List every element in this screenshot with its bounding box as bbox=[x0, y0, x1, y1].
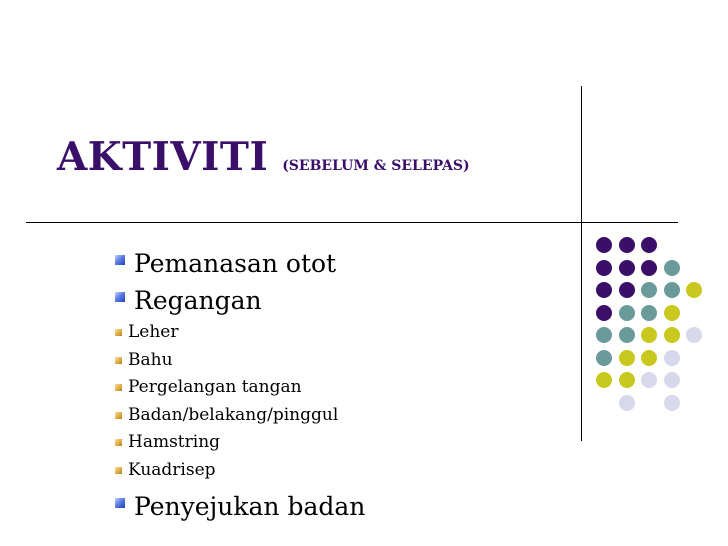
decorative-dot bbox=[664, 327, 680, 343]
sub-bullet-text: Kuadrisep bbox=[128, 459, 216, 480]
sub-bullet-item-badan-belakang-pinggul bbox=[114, 402, 365, 430]
bullet-text: Pemanasan otot bbox=[134, 249, 337, 278]
decorative-dot bbox=[596, 305, 612, 321]
decorative-dot bbox=[619, 327, 635, 343]
sub-bullet-item-leher bbox=[114, 319, 365, 347]
vertical-divider bbox=[581, 86, 582, 441]
decorative-dot bbox=[664, 395, 680, 411]
blue-square-bullet-icon bbox=[115, 498, 125, 508]
sub-bullet-item-pergelangan-tangan bbox=[114, 374, 365, 402]
decorative-dot bbox=[619, 237, 635, 253]
decorative-dot bbox=[641, 305, 657, 321]
decorative-dot bbox=[664, 372, 680, 388]
decorative-dot bbox=[641, 350, 657, 366]
slide-title bbox=[57, 134, 470, 180]
decorative-dot bbox=[619, 395, 635, 411]
sub-bullet-text: Badan/belakang/pinggul bbox=[128, 404, 339, 425]
blue-square-bullet-icon bbox=[115, 292, 125, 302]
decorative-dot bbox=[686, 327, 702, 343]
decorative-dot bbox=[619, 372, 635, 388]
sub-bullet-text: Bahu bbox=[128, 349, 173, 370]
gold-square-bullet-icon bbox=[115, 467, 122, 474]
decorative-dot bbox=[686, 282, 702, 298]
sub-bullet-text: Leher bbox=[128, 322, 179, 342]
decorative-dot bbox=[596, 350, 612, 366]
sub-bullet-item-hamstring bbox=[114, 429, 365, 457]
bullet-text: Regangan bbox=[134, 286, 262, 315]
decorative-dot bbox=[596, 260, 612, 276]
decorative-dot bbox=[641, 237, 657, 253]
decorative-dot bbox=[664, 350, 680, 366]
blue-square-bullet-icon bbox=[115, 255, 125, 265]
sub-bullet-item-bahu bbox=[114, 347, 365, 375]
decorative-dot bbox=[596, 327, 612, 343]
sub-bullet-item-kuadrisep bbox=[114, 457, 365, 485]
bullet-text: Penyejukan badan bbox=[134, 492, 366, 521]
decorative-dot bbox=[596, 282, 612, 298]
title-subtitle: (SEBELUM & SELEPAS) bbox=[282, 158, 470, 174]
gold-square-bullet-icon bbox=[115, 384, 122, 391]
bullet-item-penyejukan-badan bbox=[114, 488, 365, 525]
decorative-dot bbox=[596, 237, 612, 253]
bullet-item-pemanasan-otot bbox=[114, 245, 365, 282]
decorative-dot bbox=[641, 372, 657, 388]
decorative-dot bbox=[619, 260, 635, 276]
decorative-dot bbox=[641, 260, 657, 276]
decorative-dot bbox=[596, 372, 612, 388]
decorative-dot bbox=[641, 282, 657, 298]
decorative-dot bbox=[619, 282, 635, 298]
decorative-dot bbox=[619, 305, 635, 321]
sub-bullet-text: Pergelangan tangan bbox=[128, 377, 302, 397]
gold-square-bullet-icon bbox=[115, 439, 122, 446]
decorative-dot bbox=[641, 327, 657, 343]
sub-bullet-text: Hamstring bbox=[128, 432, 221, 452]
bullet-item-regangan bbox=[114, 282, 365, 319]
decorative-dot bbox=[664, 305, 680, 321]
decorative-dot bbox=[619, 350, 635, 366]
gold-square-bullet-icon bbox=[115, 412, 122, 419]
title-main: AKTIVITI bbox=[57, 134, 269, 180]
bullet-list bbox=[114, 245, 365, 525]
decorative-dot bbox=[664, 282, 680, 298]
gold-square-bullet-icon bbox=[115, 329, 122, 336]
decorative-dot bbox=[664, 260, 680, 276]
gold-square-bullet-icon bbox=[115, 357, 122, 364]
